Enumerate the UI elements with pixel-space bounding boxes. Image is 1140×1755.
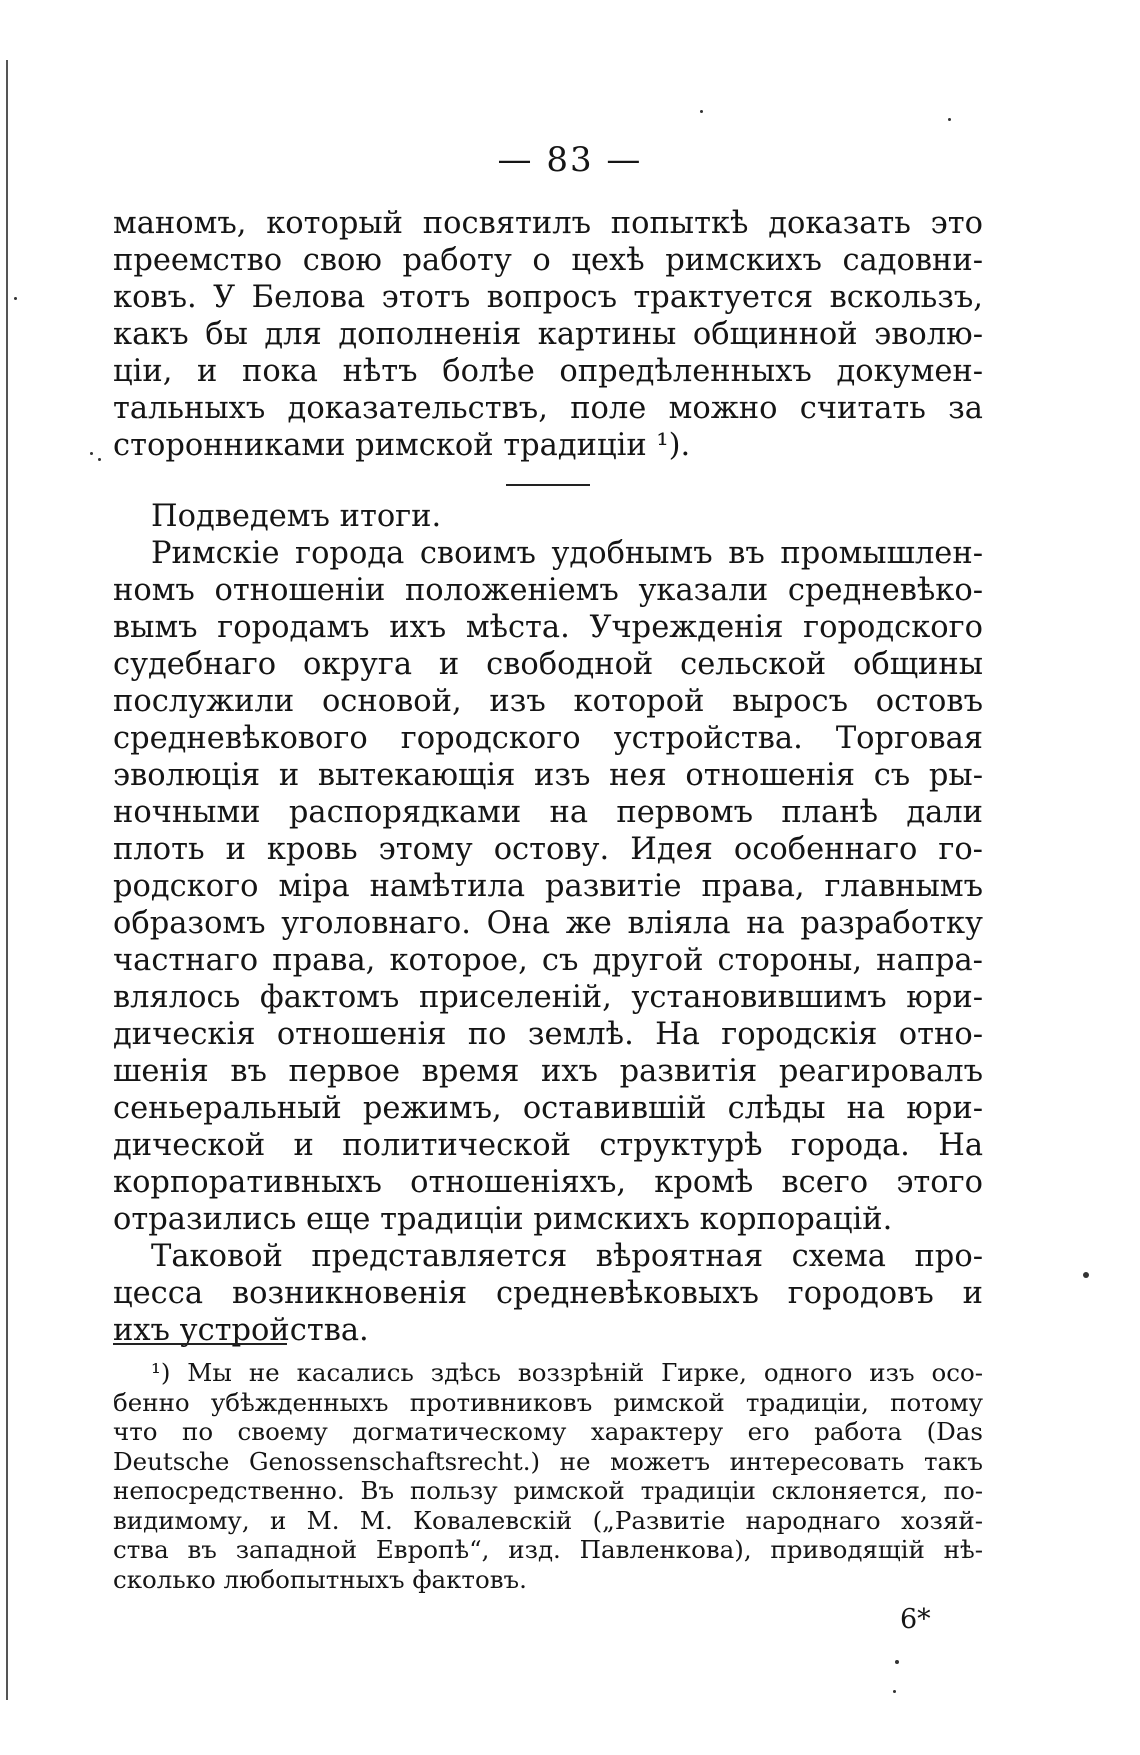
text-line: частнаго права, которое, съ другой стороны, напра-: [113, 943, 983, 978]
left-margin-rule: [6, 60, 8, 1700]
text-line: маномъ, который посвятилъ попыткѣ доказать это: [113, 206, 983, 241]
text-line: сторонниками римской традиціи ¹).: [113, 428, 691, 463]
scan-speck: [14, 297, 17, 300]
text-line: корпоративныхъ отношеніяхъ, кромѣ всего этого: [113, 1165, 983, 1200]
text-line: средневѣкового городского устройства. Торговая: [113, 721, 983, 756]
signature-mark: 6*: [900, 1604, 931, 1635]
text-line: ночными распорядками на первомъ планѣ дали: [113, 795, 983, 830]
text-line: эволюція и вытекающія изъ нея отношенія съ ры-: [113, 758, 983, 793]
footnote-rule: [113, 1343, 287, 1345]
text-line: Таковой представляется вѣроятная схема про-: [151, 1239, 983, 1274]
text-line: плоть и кровь этому остову. Идея особеннаго го-: [113, 832, 983, 867]
text-line: преемство свою работу о цехѣ римскихъ садовни-: [113, 243, 983, 278]
footnote-line: Deutsche Genossenschaftsrecht.) не можетъ интересовать такъ: [113, 1446, 983, 1476]
paragraph-2: [113, 498, 983, 535]
footnote-line: ства въ западной Европѣ“, изд. Павленкова), приводящій нѣ-: [113, 1535, 983, 1564]
scan-speck: [895, 1660, 899, 1664]
text-line: родского міра намѣтила развитіе права, главнымъ: [113, 869, 983, 904]
scan-speck: [98, 458, 101, 461]
footnote-line: непосредственно. Въ пользу римской традиціи склоняется, по-: [113, 1476, 983, 1505]
footnote: [113, 1358, 983, 1594]
text-line: послужили основой, изъ которой выросъ остовъ: [113, 684, 983, 719]
scan-speck: [700, 110, 703, 113]
text-line: тальныхъ доказательствъ, поле можно считать за: [113, 391, 983, 426]
text-line: сеньеральный режимъ, оставившій слѣды на юри-: [113, 1091, 983, 1126]
text-line: вымъ городамъ ихъ мѣста. Учрежденія городского: [113, 610, 983, 645]
scan-speck: [948, 118, 951, 121]
scan-speck: [90, 452, 93, 455]
scan-speck: [893, 1690, 896, 1693]
main-text: [113, 205, 983, 1349]
paragraph-3: [113, 535, 983, 1238]
scan-speck: [1083, 1272, 1089, 1278]
section-separator: [506, 484, 590, 486]
text-line: шенія въ первое время ихъ развитія реагировалъ: [113, 1054, 983, 1089]
text-line: цесса возникновенія средневѣковыхъ городовъ и: [113, 1276, 983, 1311]
footnote-line: что по своему догматическому характеру его работа (Das: [113, 1417, 983, 1446]
text-line: отразились еще традиціи римскихъ корпорацій.: [113, 1202, 893, 1237]
text-line: образомъ уголовнаго. Она же вліяла на разработку: [113, 906, 983, 941]
text-line: номъ отношеніи положеніемъ указали средневѣко-: [113, 573, 983, 608]
text-line: ціи, и пока нѣтъ болѣе опредѣленныхъ докумен-: [113, 354, 983, 389]
text-line: дической и политической структурѣ города. На: [113, 1128, 983, 1163]
text-line: судебнаго округа и свободной сельской общины: [113, 647, 983, 682]
footnote-line: видимому, и М. М. Ковалевскій („Развитіе народнаго хозяй-: [113, 1505, 983, 1535]
text-line: какъ бы для дополненія картины общинной эволю-: [113, 317, 983, 352]
text-line: дическія отношенія по землѣ. На городскія отно-: [113, 1017, 983, 1052]
footnote-line: сколько любопытныхъ фактовъ.: [113, 1564, 527, 1594]
text-line: Римскіе города своимъ удобнымъ въ промышлен-: [151, 536, 983, 571]
paragraph-1: [113, 205, 983, 464]
text-line: ковъ. У Белова этотъ вопросъ трактуется вскользъ,: [113, 280, 983, 315]
text-line: Подведемъ итоги.: [151, 499, 442, 534]
paragraph-4: [113, 1238, 983, 1349]
text-line: ихъ устройства.: [113, 1313, 369, 1348]
footnote-line: бенно убѣжденныхъ противниковъ римской традиціи, потому: [113, 1387, 983, 1417]
footnote-line: ¹) Мы не касались здѣсь воззрѣній Гирке, одного изъ осо-: [151, 1358, 983, 1387]
page-number: — 83 —: [497, 140, 643, 180]
text-line: влялось фактомъ приселеній, установившимъ юри-: [113, 980, 983, 1015]
